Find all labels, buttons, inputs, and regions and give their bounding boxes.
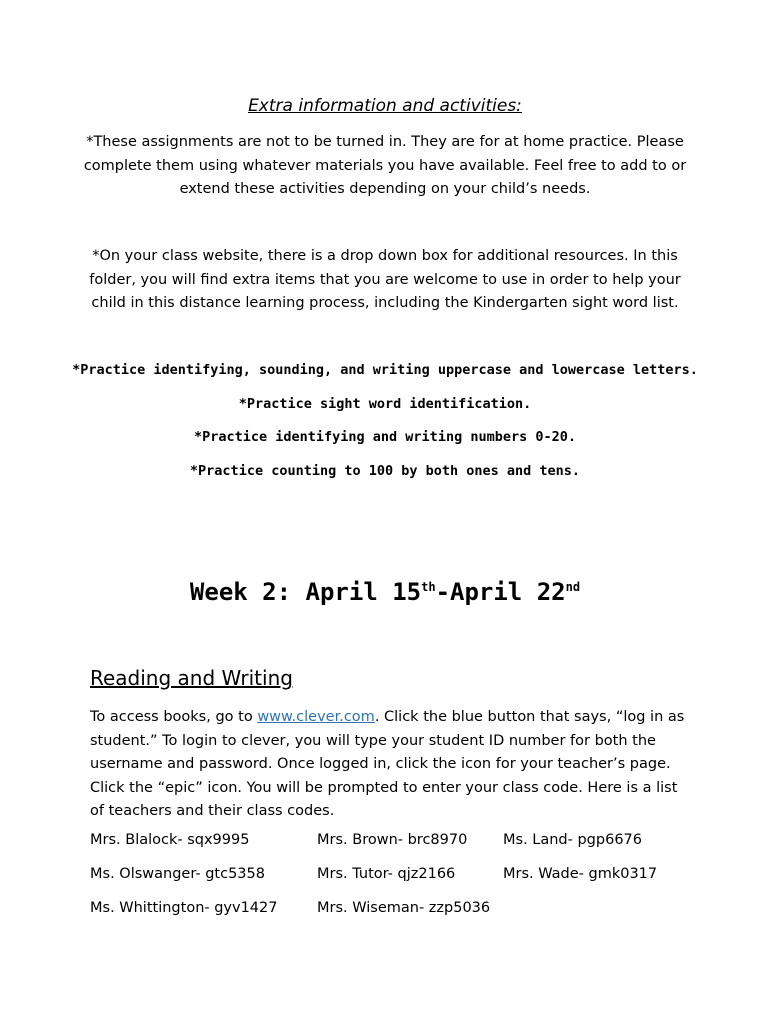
practice-item: *Practice identifying and writing numbers 0-20. xyxy=(193,429,576,445)
practice-item: *Practice sight word identification. xyxy=(238,396,532,412)
week-title-start: Week 2: April 15 xyxy=(189,578,422,606)
teacher-code: Ms. Land- pgp6676 xyxy=(503,832,642,848)
clever-link[interactable]: www.clever.com xyxy=(257,709,375,725)
extra-info-heading: Extra information and activities: xyxy=(248,96,522,116)
teacher-code: Mrs. Tutor- qjz2166 xyxy=(317,866,456,882)
teacher-code: Ms. Olswanger- gtc5358 xyxy=(90,866,265,882)
teacher-code: Mrs. Blalock- sqx9995 xyxy=(90,832,250,848)
clever-instructions xyxy=(90,706,690,824)
teacher-code: Mrs. Wiseman- zzp5036 xyxy=(317,900,491,916)
reading-writing-heading: Reading and Writing xyxy=(90,666,293,690)
instructions-start: To access books, go to xyxy=(90,709,258,725)
week-title-end: -April 22 xyxy=(435,578,566,606)
week-title-sup-start: th xyxy=(421,580,436,594)
week-title xyxy=(0,578,770,606)
teacher-code: Ms. Whittington- gyv1427 xyxy=(90,900,278,916)
practice-item: *Practice counting to 100 by both ones and tens. xyxy=(189,463,581,479)
practice-item: *Practice identifying, sounding, and writing uppercase and lowercase letters. xyxy=(72,362,698,378)
instructions-end: . Click the blue button that says, “log in as student.” To login to clever, you will type your student ID number for both the username and password. Once logged in, click the icon for your teacher’s page. Click the “epic” icon. You will be prompted to enter your class code. Here is a list of teachers and their class codes. xyxy=(90,709,685,819)
teacher-code: Mrs. Wade- gmk0317 xyxy=(503,866,658,882)
week-title-sup-end: nd xyxy=(565,580,581,594)
assignments-note: *These assignments are not to be turned in. They are for at home practice. Please complete them using whatever materials you have available. Feel free to add to or extend these activities depending on your child’s needs. xyxy=(83,134,687,197)
class-website-note: *On your class website, there is a drop down box for additional resources. In this folder, you will find extra items that you are welcome to use in order to help your child in this distance learning process, including the Kindergarten sight word list. xyxy=(89,248,681,311)
teacher-code: Mrs. Brown- brc8970 xyxy=(317,832,468,848)
